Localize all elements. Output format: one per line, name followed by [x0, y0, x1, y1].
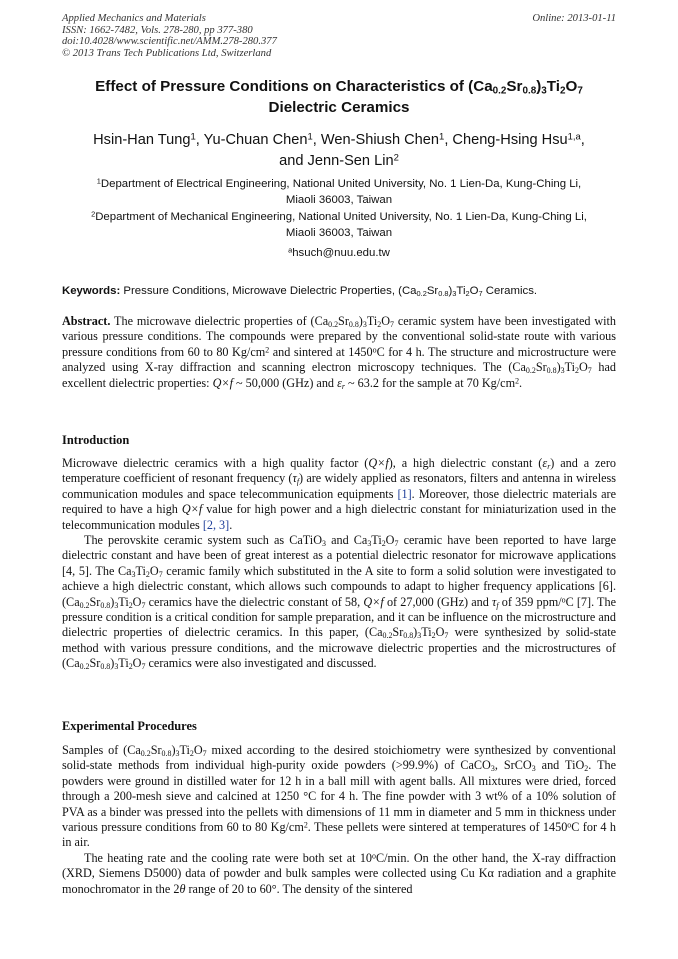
citation-link[interactable]: [1]	[397, 486, 412, 501]
section-heading-experimental: Experimental Procedures	[62, 719, 197, 733]
citation-link[interactable]: [2, 3]	[202, 517, 230, 532]
author-name: Cheng-Hsing Hsu	[452, 132, 568, 148]
author-list: Hsin-Han Tung$^1$, Yu-Chuan Chen$^1$, Wen-Shiush Chen$^1$, Cheng-Hsing Hsu$^{1,a}$, and Jenn-Sen Lin$^2$	[93, 131, 585, 169]
abstract: Abstract. The microwave dielectric properties of $(Ca_{0.2}Sr_{0.8})_3Ti_2O_7$ ceramic system have been investigated with various pressure conditions. The compounds were prepared by the conventional solid-state route with various pressure conditions from 60 to 80 $Kg/cm^2$ and sintered at 1450$^o$C for 4 h. The structure and microstructure were analyzed using X-ray diffraction and scanning electron microscopy techniques. The $(Ca_{0.2}Sr_{0.8})_3Ti_2O_7$ had excellent dielectric properties: Q×f ~ 50,000 (GHz) and $\varepsilon_r$ ~ 63.2 for the sample at 70 $Kg/cm^2$.	[62, 314, 617, 391]
journal-name: Applied Mechanics and Materials	[62, 13, 206, 24]
journal-issn: ISSN: 1662-7482, Vols. 278-280, pp 377-380	[62, 24, 253, 36]
introduction-body: Microwave dielectric ceramics with a high quality factor (Q×f), a high dielectric constant $(\varepsilon_r)$ and a zero temperature coefficient of resonant frequency $(\tau_f)$ are widely applied as resonators, filters and antenna in wireless communication modules and space telecommunication equipments [1]. Moreover, those dielectric materials are required to have a high Q×f value for high power and a high dielectric constant for miniaturization used in the telecommunication modules [2, 3]. The perovskite ceramic system such as CaTiO$_3$ and $Ca_3Ti_2O_7$ ceramic have been reported to have large dielectric constant and have been of great interest as a potential dielectric resonator for microwave applications [4, 5]. The $Ca_3Ti_2O_7$ ceramic family which substituted in the A site to form a solid solution were investigated to achieve a high dielectric constant, which allows such compounds to adapt to higher frequency applications [6]. $(Ca_{0.2}Sr_{0.8})_3Ti_2O_7$ ceramics have the dielectric constant of 58, Q×f of 27,000 (GHz) and $\tau_f$ of 359 ppm/$^o$C [7]. The pressure condition is a critical condition for sample preparation, and it can be influence on the microstructure and dielectric properties of dielectric ceramics. In this paper, $(Ca_{0.2}Sr_{0.8})_3Ti_2O_7$ were synthesized by solid-state method with various pressure conditions, and the microwave dielectric properties and the microstructures of $(Ca_{0.2}Sr_{0.8})_3Ti_2O_7$ ceramics were also investigated and discussed.	[62, 456, 617, 672]
author-name: and Jenn-Sen Lin	[279, 153, 394, 169]
paper-title: Effect of Pressure Conditions on Characteristics of $(Ca_{0.2}Sr_{0.8})_3Ti_2O_7$ Dielectric Ceramics	[95, 78, 583, 116]
affiliation-1: $^1$Department of Electrical Engineering, National United University, No. 1 Lien-Da, Kung-Ching Li, Miaoli 36003, Taiwan	[96, 176, 582, 206]
author-name: Wen-Shiush Chen	[320, 132, 440, 148]
experimental-body: Samples of $(Ca_{0.2}Sr_{0.8})_3Ti_2O_7$ mixed according to the desired stoichiometry were synthesized by conventional solid-state methods from individual high-purity oxide powders (>99.9%) of CaCO$_3$, SrCO$_3$ and TiO$_2$. The powders were ground in distilled water for 12 h in a ball mill with agent balls. All mixtures were dried, forced through a 200-mesh sieve and calcined at 1250 °C for 4 h. The fine powder with 3 wt% of a 10% solution of PVA as a binder was pressed into the pellets with dimensions of 11 mm in diameter and 5 mm in thickness under various pressure conditions from 60 to 80 $Kg/cm^2$. These pellets were sintered at temperatures of 1450$^o$C for 4 h in air. The heating rate and the cooling rate were both set at 10$^o$C/min. On the other hand, the X-ray diffraction (XRD, Siemens D5000) data of powder and bulk samples were collected using Cu Kα radiation and a graphite monochromator in the 2θ range of 20 to 60°. The density of the sintered	[62, 743, 617, 896]
journal-doi: doi:10.4028/www.scientific.net/AMM.278-280.377	[62, 36, 277, 47]
keywords: Keywords: Pressure Conditions, Microwave Dielectric Properties, $(Ca_{0.2}Sr_{0.8})_3Ti_2O_7$ Ceramics.	[62, 285, 538, 298]
online-date: Online: 2013-01-11	[532, 13, 616, 24]
author-name: Yu-Chuan Chen	[203, 132, 308, 148]
author-name: Hsin-Han Tung	[93, 132, 191, 148]
section-heading-introduction: Introduction	[62, 433, 130, 447]
journal-header	[62, 13, 616, 59]
corresponding-email[interactable]: $^a$hsuch@nuu.edu.tw	[288, 245, 390, 259]
affiliation-2: $^2$Department of Mechanical Engineering, National United University, No. 1 Lien-Da, Kung-Ching Li, Miaoli 36003, Taiwan	[91, 209, 587, 239]
journal-copyright: © 2013 Trans Tech Publications Ltd, Switzerland	[62, 47, 272, 59]
